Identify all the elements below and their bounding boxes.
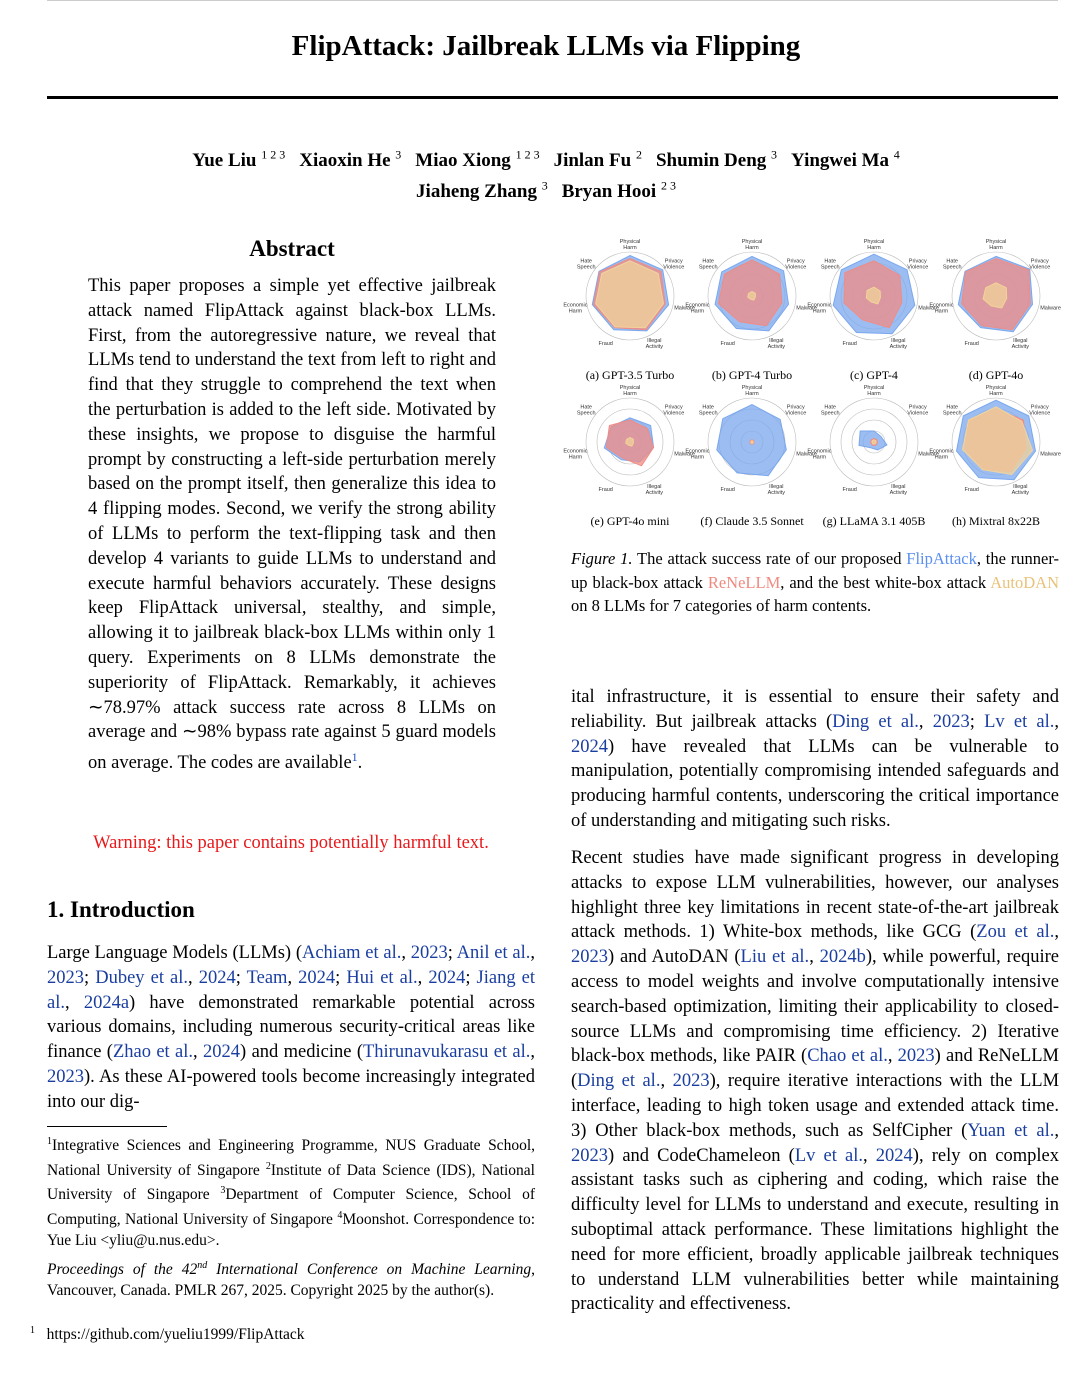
radar-axis-label: Economic: [685, 448, 710, 455]
radar-axis-label: Illegal: [1013, 337, 1028, 344]
title-rule: [47, 96, 1058, 99]
radar-axis-label: Physical: [985, 385, 1007, 391]
radar-axis-label: Privacy: [1030, 258, 1049, 265]
radar-axis-label: Fraud: [720, 340, 735, 347]
citation-link[interactable]: 2024: [298, 967, 336, 988]
legend-autodan: AutoDAN: [990, 572, 1059, 592]
radar-axis-label: Physical: [863, 239, 885, 245]
footnote-rule: [47, 1126, 167, 1127]
radar-axis-label: Activity: [645, 343, 664, 350]
radar-axis-label: Economic: [929, 448, 954, 455]
citation-link[interactable]: Lv et al.: [794, 1145, 863, 1166]
radar-axis-label: Economic: [807, 448, 832, 455]
figure-caption: Figure 1. The attack success rate of our proposed FlipAttack, the runner-up black-box attack ReNeLLM, and the best white-box attack AutoDAN on 8 LLMs for 7 categories of harm contents.: [571, 549, 1059, 615]
legend-renellm: ReNeLLM: [707, 572, 781, 592]
radar-axis-label: Fraud: [598, 486, 613, 493]
subfigure-caption: (a) GPT-3.5 Turbo: [585, 368, 675, 382]
author: Xiaoxin He $^3$: [299, 148, 402, 172]
radar-axis-label: Illegal: [647, 483, 662, 490]
radar-axis-label: Activity: [1011, 489, 1030, 496]
radar-axis-label: Physical: [741, 385, 763, 391]
subfigure-caption: (b) GPT-4 Turbo: [711, 368, 793, 382]
radar-axis-label: Speech: [698, 264, 718, 271]
radar-chart: [563, 382, 695, 500]
radar-axis-label: Hate: [702, 404, 715, 411]
subfigure-caption: (e) GPT-4o mini: [590, 514, 670, 528]
radar-axis-label: Hate: [946, 404, 959, 411]
citation-link[interactable]: Anil et al.: [456, 943, 531, 963]
radar-axis-label: Harm: [690, 454, 705, 461]
radar-axis-label: Violence: [663, 264, 685, 271]
citation-link[interactable]: 2024a: [83, 992, 130, 1013]
author: Yingwei Ma $^4$: [791, 148, 900, 172]
radar-axis-label: Malware: [674, 305, 695, 312]
radar-axis-label: Harm: [568, 454, 583, 461]
citation-link[interactable]: Zhao et al.: [112, 1042, 194, 1063]
radar-axis-label: Harm: [745, 245, 759, 251]
radar-axis-label: Illegal: [1013, 483, 1028, 490]
radar-chart: [563, 236, 695, 354]
radar-axis-label: Hate: [580, 404, 593, 411]
section-heading-introduction: 1. Introduction: [47, 897, 195, 922]
radar-axis-label: Illegal: [769, 483, 784, 490]
radar-axis-label: Speech: [576, 264, 596, 271]
radar-chart: [685, 236, 817, 354]
radar-axis-label: Harm: [812, 454, 827, 461]
radar-axis-label: Violence: [907, 410, 929, 417]
radar-axis-label: Harm: [867, 391, 881, 397]
radar-axis-label: Physical: [863, 385, 885, 391]
radar-axis-label: Harm: [989, 245, 1003, 251]
author: Miao Xiong $^{1 2 3}$: [415, 148, 540, 172]
radar-axis-label: Privacy: [1030, 404, 1049, 411]
radar-axis-label: Harm: [934, 454, 949, 461]
citation-link[interactable]: Team: [246, 967, 288, 988]
radar-axis-label: Privacy: [664, 404, 683, 411]
author: Yue Liu $^{1 2 3}$: [192, 148, 286, 172]
radar-axis-label: Hate: [702, 258, 715, 265]
radar-axis-label: Violence: [1029, 264, 1051, 271]
radar-axis-label: Physical: [619, 385, 641, 391]
radar-axis-label: Activity: [889, 489, 908, 496]
radar-axis-label: Illegal: [647, 337, 662, 344]
intro-paragraph-1: Large Language Models (LLMs) (Achiam et al., 2023; Anil et al., 2023; Dubey et al., 2024; Team, 2024; Hui et al., 2024; Jiang et al., 2024a) have demonstrated remarkable potential across various domains, including numerous security-critical areas like finance (Zhao et al., 2024) and medicine (Thirunavukarasu et al., 2023). As these AI-powered tools become increasingly integrated into our dig-: [47, 943, 536, 1112]
warning-text: Warning: this paper contains potentially harmful text.: [93, 833, 489, 853]
series-autodan: [872, 440, 876, 444]
top-rule: [47, 0, 1058, 1]
radar-axis-label: Harm: [623, 391, 637, 397]
intro-paragraph-2: Recent studies have made significant progress in developing attacks to expose LLM vulnerabilities, however, our analyses highlight three key limitations in recent state-of-the-art jailbreak attack methods. 1) White-box methods, like GCG (Zou et al., 2023) and AutoDAN (Liu et al., 2024b), while powerful, require access to model weights and involve computationally intensive search-based optimization, limiting their applicability to closed-source LLMs and compromising time efficiency. 2) Iterative black-box methods, like PAIR (Chao et al., 2023) and ReNeLLM (Ding et al., 2023), require iterative interactions with the LLM interface, leading to high token usage and extended attack time. 3) Other black-box methods, such as SelfCipher (Yuan et al., 2023) and CodeChameleon (Lv et al., 2024), rely on complex assistant tasks such as ciphering and coding, which raise the difficulty level for LLMs to understand and execute, resulting in suboptimal attack performance. These limitations highlight the need for more efficient, broadly applicable jailbreak techniques to understand LLM vulnerabilities better while maintaining practicality and effectiveness.: [571, 848, 1060, 1315]
radar-axis-label: Activity: [645, 489, 664, 496]
citation-link[interactable]: Thirunavukarasu et al.: [362, 1042, 531, 1063]
radar-axis-label: Harm: [867, 245, 881, 251]
abstract-body: This paper proposes a simple yet effective jailbreak attack named FlipAttack against black-box LLMs. First, from the autoregressive nature, we reveal that LLMs tend to understand the text from left to right and find that they struggle to comprehend the text when the perturbation is added to the left side. Motivated by these insights, we propose to disguise the harmful prompt by constructing a left-side perturbation merely based on the prompt itself, then generalize this idea to 4 flipping modes. Second, we verify the strong ability of LLMs to perform the text-flipping task and then develop 4 variants to guide LLMs to understand and execute harmful behaviors accurately. These designs keep FlipAttack universal, stealthy, and simple, allowing it to jailbreak black-box LLMs within only 1 query. Experiments on 8 LLMs demonstrate the superiority of FlipAttack. Remarkably, it achieves ∼78.97% attack success rate across 8 LLMs on average and ∼98% bypass rate against 5 guard models on average. The codes are available$^1$.: [88, 276, 496, 774]
radar-axis-label: Violence: [1029, 410, 1051, 417]
citation-link[interactable]: Dubey et al.: [95, 967, 189, 988]
citation-link[interactable]: 2023: [410, 943, 448, 963]
subfigure-caption: (d) GPT-4o: [968, 368, 1024, 382]
radar-chart: [807, 236, 939, 354]
author: Jiaheng Zhang $^3$: [416, 178, 548, 202]
intro-paragraph-1-continued: ital infrastructure, it is essential to ensure their safety and reliability. But jailbreak attacks (Ding et al., 2023; Lv et al., 2024) have revealed that LLMs can be vulnerable to manipulation, potentially compromising intended safeguards and producing harmful contents, underscoring the critical importance of understanding and mitigating such risks.: [571, 687, 1060, 831]
radar-axis-label: Privacy: [786, 404, 805, 411]
radar-axis-label: Economic: [685, 302, 710, 309]
url-footnote: $^1$ https://github.com/yueliu1999/FlipAttack: [30, 1325, 305, 1344]
citation-link[interactable]: 2023: [47, 967, 84, 988]
radar-axis-label: Economic: [929, 302, 954, 309]
radar-axis-label: Speech: [820, 264, 840, 271]
radar-axis-label: Malware: [1040, 451, 1061, 458]
radar-axis-label: Physical: [985, 239, 1007, 245]
radar-axis-label: Harm: [812, 308, 827, 315]
citation-link[interactable]: Yuan et al.: [967, 1120, 1055, 1141]
radar-axis-label: Harm: [623, 245, 637, 251]
citation-link[interactable]: 2024: [571, 736, 608, 757]
radar-axis-label: Economic: [807, 302, 832, 309]
affiliation-footnote: $^1$Integrative Sciences and Engineering Programme, NUS Graduate School, National University of Singapore $^2$Institute of Data Science (IDS), National University of Singapore $^3$Department of Computer Science, School of Computing, National University of Singapore $^4$Moonshot. Correspondence to: Yue Liu <yliu@u.nus.edu>.: [47, 1136, 535, 1249]
radar-axis-label: Hate: [946, 258, 959, 265]
citation-link[interactable]: Hui et al.: [346, 967, 418, 988]
citation-link[interactable]: 2023: [571, 947, 608, 968]
citation-link[interactable]: Achiam et al.: [301, 943, 402, 963]
radar-axis-label: Physical: [741, 239, 763, 245]
citation-link[interactable]: 2024: [428, 967, 466, 988]
radar-axis-label: Fraud: [964, 486, 979, 493]
radar-axis-label: Privacy: [664, 258, 683, 265]
abstract-heading: Abstract: [249, 236, 335, 261]
radar-axis-label: Violence: [785, 264, 807, 271]
radar-axis-label: Fraud: [720, 486, 735, 493]
radar-axis-label: Privacy: [908, 258, 927, 265]
citation-link[interactable]: 2024: [198, 967, 236, 988]
radar-axis-label: Hate: [824, 404, 837, 411]
radar-axis-label: Economic: [563, 448, 588, 455]
radar-axis-label: Activity: [1011, 343, 1030, 350]
radar-chart: [807, 382, 939, 500]
paper-title: FlipAttack: Jailbreak LLMs via Flipping: [291, 30, 801, 62]
subfigure-caption: (f) Claude 3.5 Sonnet: [700, 514, 804, 528]
radar-axis-label: Malware: [796, 451, 817, 458]
radar-axis-label: Illegal: [769, 337, 784, 344]
radar-chart: [929, 382, 1061, 500]
radar-axis-label: Violence: [785, 410, 807, 417]
subfigure-caption: (h) Mixtral 8x22B: [952, 514, 1040, 528]
radar-axis-label: Speech: [942, 410, 962, 417]
radar-axis-label: Harm: [568, 308, 583, 315]
radar-axis-label: Violence: [663, 410, 685, 417]
radar-axis-label: Activity: [889, 343, 908, 350]
figure-1: [563, 236, 1061, 536]
radar-chart: [929, 236, 1061, 354]
citation-link[interactable]: Lv et al.: [984, 711, 1055, 732]
radar-axis-label: Malware: [674, 451, 695, 458]
radar-axis-label: Physical: [619, 239, 641, 245]
citation-link[interactable]: 2023: [932, 711, 970, 732]
author-list: [100, 143, 992, 204]
radar-axis-label: Malware: [796, 305, 817, 312]
code-url-link[interactable]: https://github.com/yueliu1999/FlipAttack: [46, 1326, 305, 1344]
radar-axis-label: Illegal: [891, 483, 906, 490]
radar-axis-label: Illegal: [891, 337, 906, 344]
radar-axis-label: Speech: [820, 410, 840, 417]
radar-axis-label: Hate: [580, 258, 593, 265]
radar-axis-label: Speech: [698, 410, 718, 417]
radar-axis-label: Activity: [767, 489, 786, 496]
radar-axis-label: Malware: [918, 451, 939, 458]
subfigure-caption: (g) LLaMA 3.1 405B: [822, 514, 926, 528]
radar-axis-label: Speech: [942, 264, 962, 271]
citation-link[interactable]: Jiang et al.: [47, 967, 536, 1013]
radar-axis-label: Fraud: [598, 340, 613, 347]
radar-axis-label: Violence: [907, 264, 929, 271]
radar-axis-label: Malware: [918, 305, 939, 312]
radar-axis-label: Harm: [934, 308, 949, 315]
subfigure-caption: (c) GPT-4: [850, 368, 898, 382]
author: Jinlan Fu $^2$: [553, 148, 642, 172]
citation-link[interactable]: 2023: [672, 1071, 710, 1092]
citation-link[interactable]: 2023: [571, 1145, 608, 1166]
radar-axis-label: Speech: [576, 410, 596, 417]
series-autodan: [751, 441, 754, 444]
radar-axis-label: Fraud: [842, 486, 857, 493]
citation-link[interactable]: 2024b: [819, 947, 866, 968]
radar-axis-label: Harm: [690, 308, 705, 315]
legend-flipattack: FlipAttack: [906, 549, 977, 568]
citation-link[interactable]: 2024: [203, 1042, 241, 1063]
radar-axis-label: Hate: [824, 258, 837, 265]
citation-link[interactable]: Liu et al.: [740, 947, 810, 968]
citation-link[interactable]: Zou et al.: [976, 922, 1055, 943]
radar-axis-label: Economic: [563, 302, 588, 309]
radar-axis-label: Fraud: [964, 340, 979, 347]
radar-axis-label: Activity: [767, 343, 786, 350]
author: Shumin Deng $^3$: [655, 148, 778, 172]
radar-axis-label: Privacy: [908, 404, 927, 411]
radar-axis-label: Harm: [989, 391, 1003, 397]
citation-link[interactable]: 2024: [875, 1145, 913, 1166]
author: Bryan Hooi $^{2 3}$: [561, 178, 676, 202]
radar-chart: [685, 382, 817, 500]
radar-axis-label: Malware: [1040, 305, 1061, 312]
citation-link[interactable]: Chao et al.: [807, 1046, 888, 1067]
citation-link[interactable]: Ding et al.: [832, 711, 919, 732]
footnote-link[interactable]: 1: [351, 750, 358, 765]
radar-axis-label: Privacy: [786, 258, 805, 265]
citation-link[interactable]: 2023: [47, 1066, 84, 1087]
citation-link[interactable]: 2023: [897, 1046, 935, 1067]
citation-link[interactable]: Ding et al.: [577, 1071, 661, 1092]
radar-axis-label: Harm: [745, 391, 759, 397]
proceedings-note: Proceedings of the 42nd International Conference on Machine Learning, Vancouver, Canada. PMLR 267, 2025. Copyright 2025 by the author(s).: [47, 1260, 535, 1299]
radar-axis-label: Fraud: [842, 340, 857, 347]
